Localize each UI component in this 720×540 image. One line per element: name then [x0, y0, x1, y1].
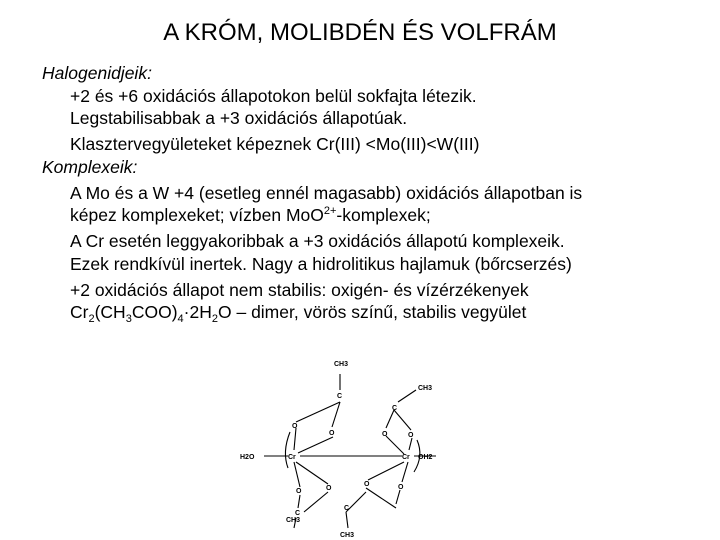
atom-h2o: H2O: [240, 454, 255, 461]
atom-o: O: [329, 430, 335, 437]
atom-o: O: [408, 432, 414, 439]
atom-ch3-bottom: CH3: [340, 532, 355, 539]
formula-ch: (CH: [94, 302, 126, 322]
atom-o: O: [296, 488, 302, 495]
slide-body: [42, 62, 712, 324]
atom-c: C: [392, 405, 398, 412]
bond: [402, 462, 408, 482]
formula-sub-3: 3: [125, 313, 132, 325]
bond: [298, 495, 300, 508]
atom-o: O: [326, 485, 332, 492]
moo-charge: 2+: [323, 205, 337, 217]
complexes-para-2a: A Cr esetén leggyakoribbak a +3 oxidációs állapotú komplexeik.: [70, 231, 565, 251]
bond: [346, 512, 348, 528]
chromium-acetate-dimer-structure: [236, 352, 456, 540]
halogenides-heading: Halogenidjeik:: [42, 63, 152, 83]
bond-accent: [285, 432, 290, 468]
complexes-para-1b-end: -komplexek;: [336, 205, 431, 225]
bond: [296, 462, 328, 484]
bond: [304, 492, 328, 512]
formula-dot-h: ·2H: [183, 302, 212, 322]
formula-sub-2b: 2: [211, 313, 218, 325]
halogenides-line-3: Klasztervegyületeket képeznek Cr(III) <Mo(III)<W(III): [70, 134, 480, 154]
atom-o: O: [398, 484, 404, 491]
complexes-para-1b: [70, 204, 712, 227]
complexes-heading: Komplexeik:: [42, 156, 138, 177]
bond: [294, 462, 300, 487]
bond: [298, 437, 333, 453]
formula-sub-4: 4: [177, 313, 184, 325]
atom-o: O: [382, 431, 388, 438]
complexes-para-2b: Ezek rendkívül inertek. Nagy a hidrolitikus hajlamuk (bőrcserzés): [70, 253, 572, 274]
bond: [394, 410, 411, 430]
atom-ch3-bottom-left: CH3: [286, 517, 301, 524]
formula-coo: COO): [131, 302, 178, 322]
bond: [409, 438, 412, 450]
complexes-para-3a: +2 oxidációs állapot nem stabilis: oxigén- és vízérzékenyek: [70, 279, 529, 300]
formula-description: – dimer, vörös színű, stabilis vegyület: [231, 302, 527, 322]
atom-o: O: [364, 481, 370, 488]
atom-o: O: [292, 423, 298, 430]
bond: [368, 462, 404, 480]
atom-ch3-top: CH3: [334, 361, 349, 368]
bond: [396, 490, 400, 504]
atom-c: C: [344, 505, 350, 512]
atom-c: C: [295, 510, 301, 517]
complexes-formula-line: [70, 301, 712, 324]
bond: [294, 428, 296, 450]
formula-cr: Cr: [70, 302, 89, 322]
atom-c: C: [337, 393, 343, 400]
halogenides-line-1: +2 és +6 oxidációs állapotokon belül sokfajta létezik.: [70, 85, 477, 106]
atom-cr-left: Cr: [288, 454, 296, 461]
halogenides-line-2: Legstabilisabbak a +3 oxidációs állapotúak.: [70, 108, 408, 128]
bond: [386, 436, 404, 454]
bond: [366, 488, 396, 508]
formula-o: O: [217, 302, 232, 322]
formula-sub-2: 2: [88, 313, 95, 325]
bond: [386, 410, 394, 428]
bond: [332, 402, 340, 427]
atom-oh2: OH2: [418, 454, 433, 461]
atom-cr-right: Cr: [402, 454, 410, 461]
bond: [398, 390, 416, 402]
complexes-para-1a: A Mo és a W +4 (esetleg ennél magasabb) oxidációs állapotban is: [70, 182, 583, 203]
atom-ch3-right: CH3: [418, 385, 433, 392]
slide-title: A KRÓM, MOLIBDÉN ÉS VOLFRÁM: [163, 19, 557, 46]
complexes-para-1b-text: képez komplexeket; vízben MoO: [70, 205, 324, 225]
bond: [296, 402, 340, 422]
